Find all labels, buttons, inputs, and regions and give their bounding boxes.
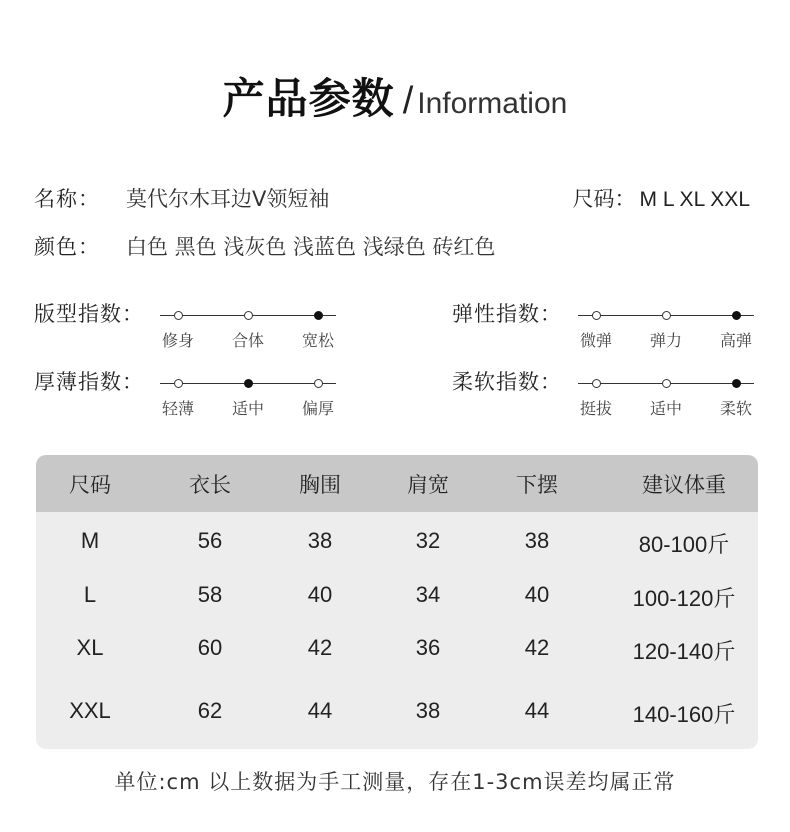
scale-point-selected (244, 379, 253, 388)
scale-option-label: 适中 (231, 399, 264, 418)
table-cell: 38 (307, 528, 333, 553)
table-cell: 44 (307, 698, 333, 723)
table-cell: 56 (197, 528, 223, 553)
scale-point (592, 379, 601, 388)
product-name-value: 莫代尔木耳边V领短袖 (126, 187, 330, 211)
product-name-label: 名称： (34, 187, 100, 211)
scale-option-label: 微弹 (579, 331, 612, 350)
scale-option-label: 高弹 (719, 331, 752, 350)
index-thickness (34, 366, 364, 426)
scale-option-label: 挺拔 (579, 399, 612, 418)
table-header-cell: 胸围 (299, 473, 341, 497)
table-cell: 32 (415, 528, 441, 553)
scale-point (662, 379, 671, 388)
scale-point-selected (732, 311, 741, 320)
scale-option-label: 轻薄 (161, 399, 194, 418)
table-cell: M (80, 528, 100, 553)
table-cell: L (83, 582, 97, 607)
table-header-cell: 肩宽 (407, 473, 449, 497)
index-scale (578, 376, 754, 416)
scale-option-label: 适中 (649, 399, 682, 418)
table-cell: XL (76, 635, 104, 660)
table-cell: 42 (307, 635, 333, 660)
table-cell: 120-140斤 (632, 639, 736, 664)
index-elasticity (452, 298, 782, 358)
table-cell: 58 (197, 582, 223, 607)
scale-point (662, 311, 671, 320)
table-cell: 60 (197, 635, 223, 660)
scale-point (314, 379, 323, 388)
scale-point (244, 311, 253, 320)
page-title-cn: 产品参数 (222, 74, 395, 123)
scale-option-label: 柔软 (719, 399, 752, 418)
index-label: 厚薄指数： (34, 370, 144, 394)
scale-option-label: 偏厚 (301, 399, 334, 418)
table-cell: 38 (415, 698, 441, 723)
table-cell: XXL (69, 698, 111, 723)
size-field (573, 183, 751, 213)
table-cell: 40 (524, 582, 550, 607)
color-label: 颜色： (34, 235, 100, 259)
table-header-cell: 衣长 (189, 473, 231, 497)
index-scale (160, 308, 336, 348)
table-cell: 80-100斤 (638, 532, 730, 557)
color-value: 白色 黑色 浅灰色 浅蓝色 浅绿色 砖红色 (126, 235, 496, 259)
scale-option-label: 弹力 (649, 331, 682, 350)
size-table (36, 455, 758, 749)
index-label: 弹性指数： (452, 302, 562, 326)
table-cell: 140-160斤 (632, 702, 736, 727)
index-scale (160, 376, 336, 416)
scale-point (592, 311, 601, 320)
table-cell: 36 (415, 635, 441, 660)
scale-point-selected (314, 311, 323, 320)
table-cell: 44 (524, 698, 550, 723)
table-cell: 38 (524, 528, 550, 553)
title-slash: / (402, 80, 414, 122)
table-header-cell: 建议体重 (642, 473, 726, 497)
product-name-row (34, 183, 329, 213)
table-cell: 100-120斤 (632, 586, 736, 611)
table-cell: 62 (197, 698, 223, 723)
scale-point (174, 379, 183, 388)
scale-option-label: 宽松 (301, 331, 334, 350)
scale-option-label: 合体 (231, 331, 264, 350)
table-header-cell: 尺码 (69, 473, 111, 497)
scale-point-selected (732, 379, 741, 388)
scale-option-label: 修身 (161, 331, 194, 350)
index-fit (34, 298, 364, 358)
scale-point (174, 311, 183, 320)
table-header-cell: 下摆 (516, 473, 558, 497)
size-value: M L XL XXL (639, 188, 750, 211)
table-cell: 42 (524, 635, 550, 660)
index-scale (578, 308, 754, 348)
page-title (0, 66, 790, 126)
color-row (34, 231, 495, 261)
table-cell: 34 (415, 582, 441, 607)
page-title-en: Information (417, 87, 568, 120)
table-cell: 40 (307, 582, 333, 607)
index-label: 版型指数： (34, 302, 144, 326)
size-label: 尺码： (572, 187, 636, 211)
index-label: 柔软指数： (452, 370, 562, 394)
index-softness (452, 366, 782, 426)
measurement-note: 单位:cm 以上数据为手工测量，存在1-3cm误差均属正常 (114, 770, 676, 794)
